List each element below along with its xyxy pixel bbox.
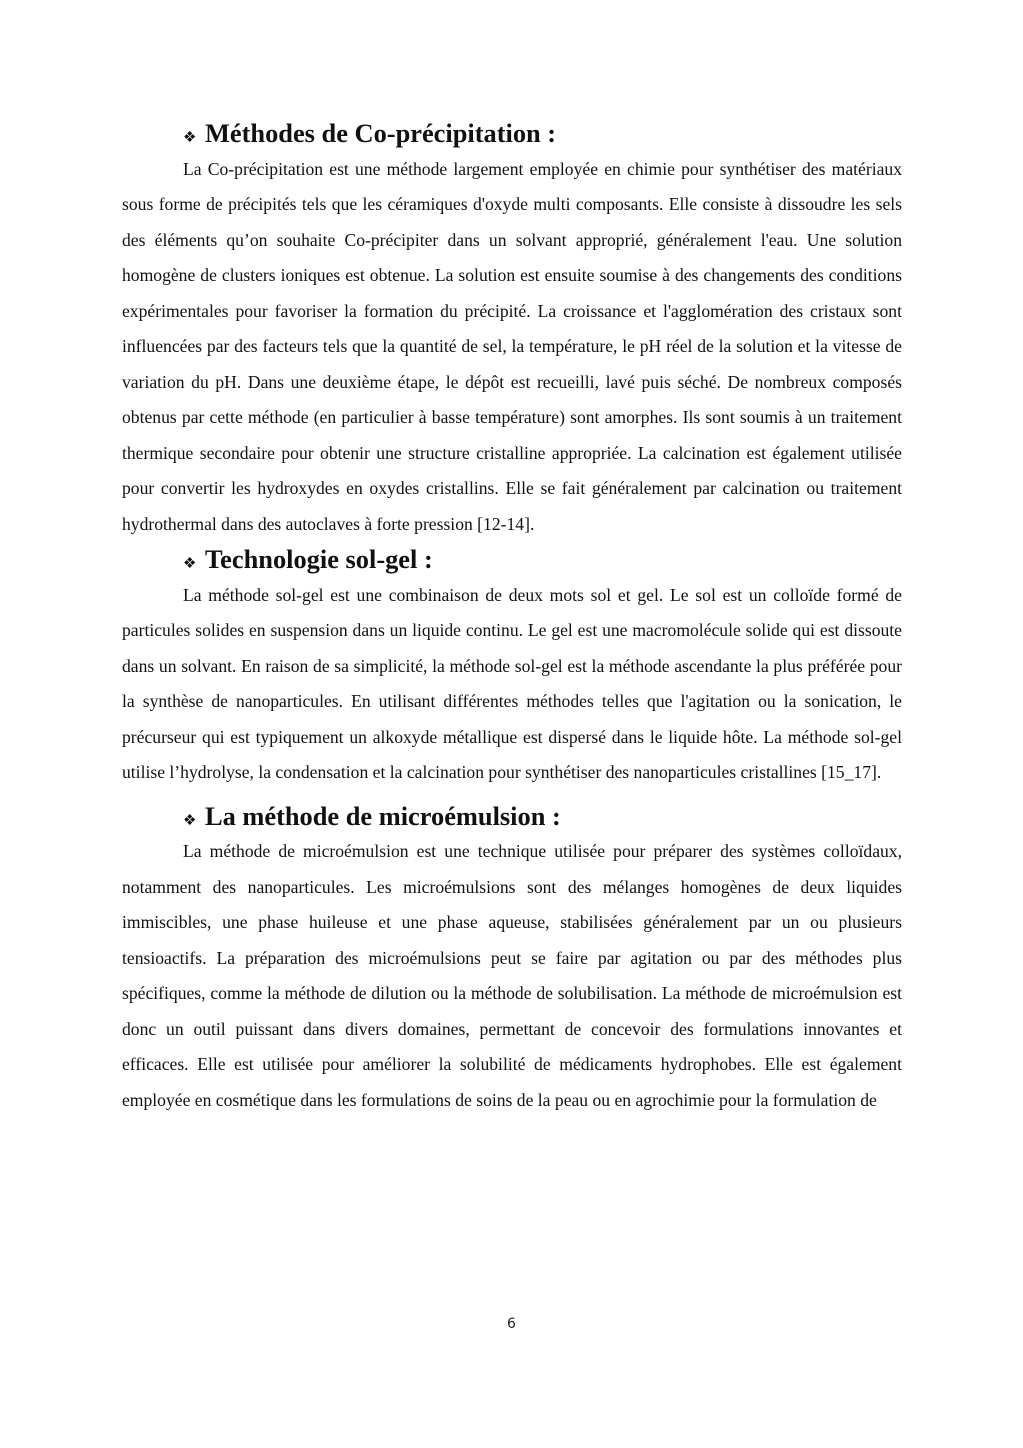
paragraph-sol-gel: La méthode sol-gel est une combinaison de deux mots sol et gel. Le sol est un colloïde formé de particules solides en suspension dans un liquide continu. Le gel est une macromolécule solide qui est dissoute dans un solvant. En raison de sa simplicité, la méthode sol-gel est la méthode ascendante la plus préférée pour la synthèse de nanoparticules. En utilisant différentes méthodes telles que l'agitation ou la sonication, le précurseur qui est typiquement un alkoxyde métallique est dispersé dans le liquide hôte. La méthode sol-gel utilise l’hydrolyse, la condensation et la calcination pour synthétiser des nanoparticules cristallines [15_17].	[122, 584, 902, 782]
section-heading-microemulsion	[122, 799, 902, 835]
diamond-bullet-icon: ❖	[183, 130, 197, 146]
section-spacer	[122, 791, 902, 799]
section-heading-coprecipitation	[122, 116, 902, 152]
heading-text: Technologie sol-gel :	[205, 544, 433, 574]
page-number: 6	[507, 1316, 516, 1332]
paragraph-coprecipitation: La Co-précipitation est une méthode largement employée en chimie pour synthétiser des matériaux sous forme de précipités tels que les céramiques d'oxyde multi composants. Elle consiste à dissoudre les sels des éléments qu’on souhaite Co-précipiter dans un solvant approprié, généralement l'eau. Une solution homogène de clusters ioniques est obtenue. La solution est ensuite soumise à des changements des conditions expérimentales pour favoriser la formation du précipité. La croissance et l'agglomération des cristaux sont influencées par des facteurs tels que la quantité de sel, la température, le pH réel de la solution et la vitesse de variation du pH. Dans une deuxième étape, le dépôt est recueilli, lavé puis séché. De nombreux composés obtenus par cette méthode (en particulier à basse température) sont amorphes. Ils sont soumis à un traitement thermique secondaire pour obtenir une structure cristalline appropriée. La calcination est également utilisée pour convertir les hydroxydes en oxydes cristallins. Elle se fait généralement par calcination ou traitement hydrothermal dans des autoclaves à forte pression [12-14].	[122, 158, 902, 534]
diamond-bullet-icon: ❖	[183, 556, 197, 572]
paragraph-microemulsion: La méthode de microémulsion est une technique utilisée pour préparer des systèmes colloïdaux, notamment des nanoparticules. Les microémulsions sont des mélanges homogènes de deux liquides immiscibles, une phase huileuse et une phase aqueuse, stabilisées généralement par un ou plusieurs tensioactifs. La préparation des microémulsions peut se faire par agitation ou par des méthodes plus spécifiques, comme la méthode de dilution ou la méthode de solubilisation. La méthode de microémulsion est donc un outil puissant dans divers domaines, permettant de concevoir des formulations innovantes et efficaces. Elle est utilisée pour améliorer la solubilité de médicaments hydrophobes. Elle est également employée en cosmétique dans les formulations de soins de la peau ou en agrochimie pour la formulation de	[122, 841, 902, 1110]
diamond-bullet-icon: ❖	[183, 812, 197, 829]
section-heading-sol-gel	[122, 542, 902, 578]
heading-text: La méthode de microémulsion :	[205, 800, 561, 831]
document-page	[122, 116, 902, 1118]
heading-text: Méthodes de Co-précipitation :	[205, 118, 557, 148]
